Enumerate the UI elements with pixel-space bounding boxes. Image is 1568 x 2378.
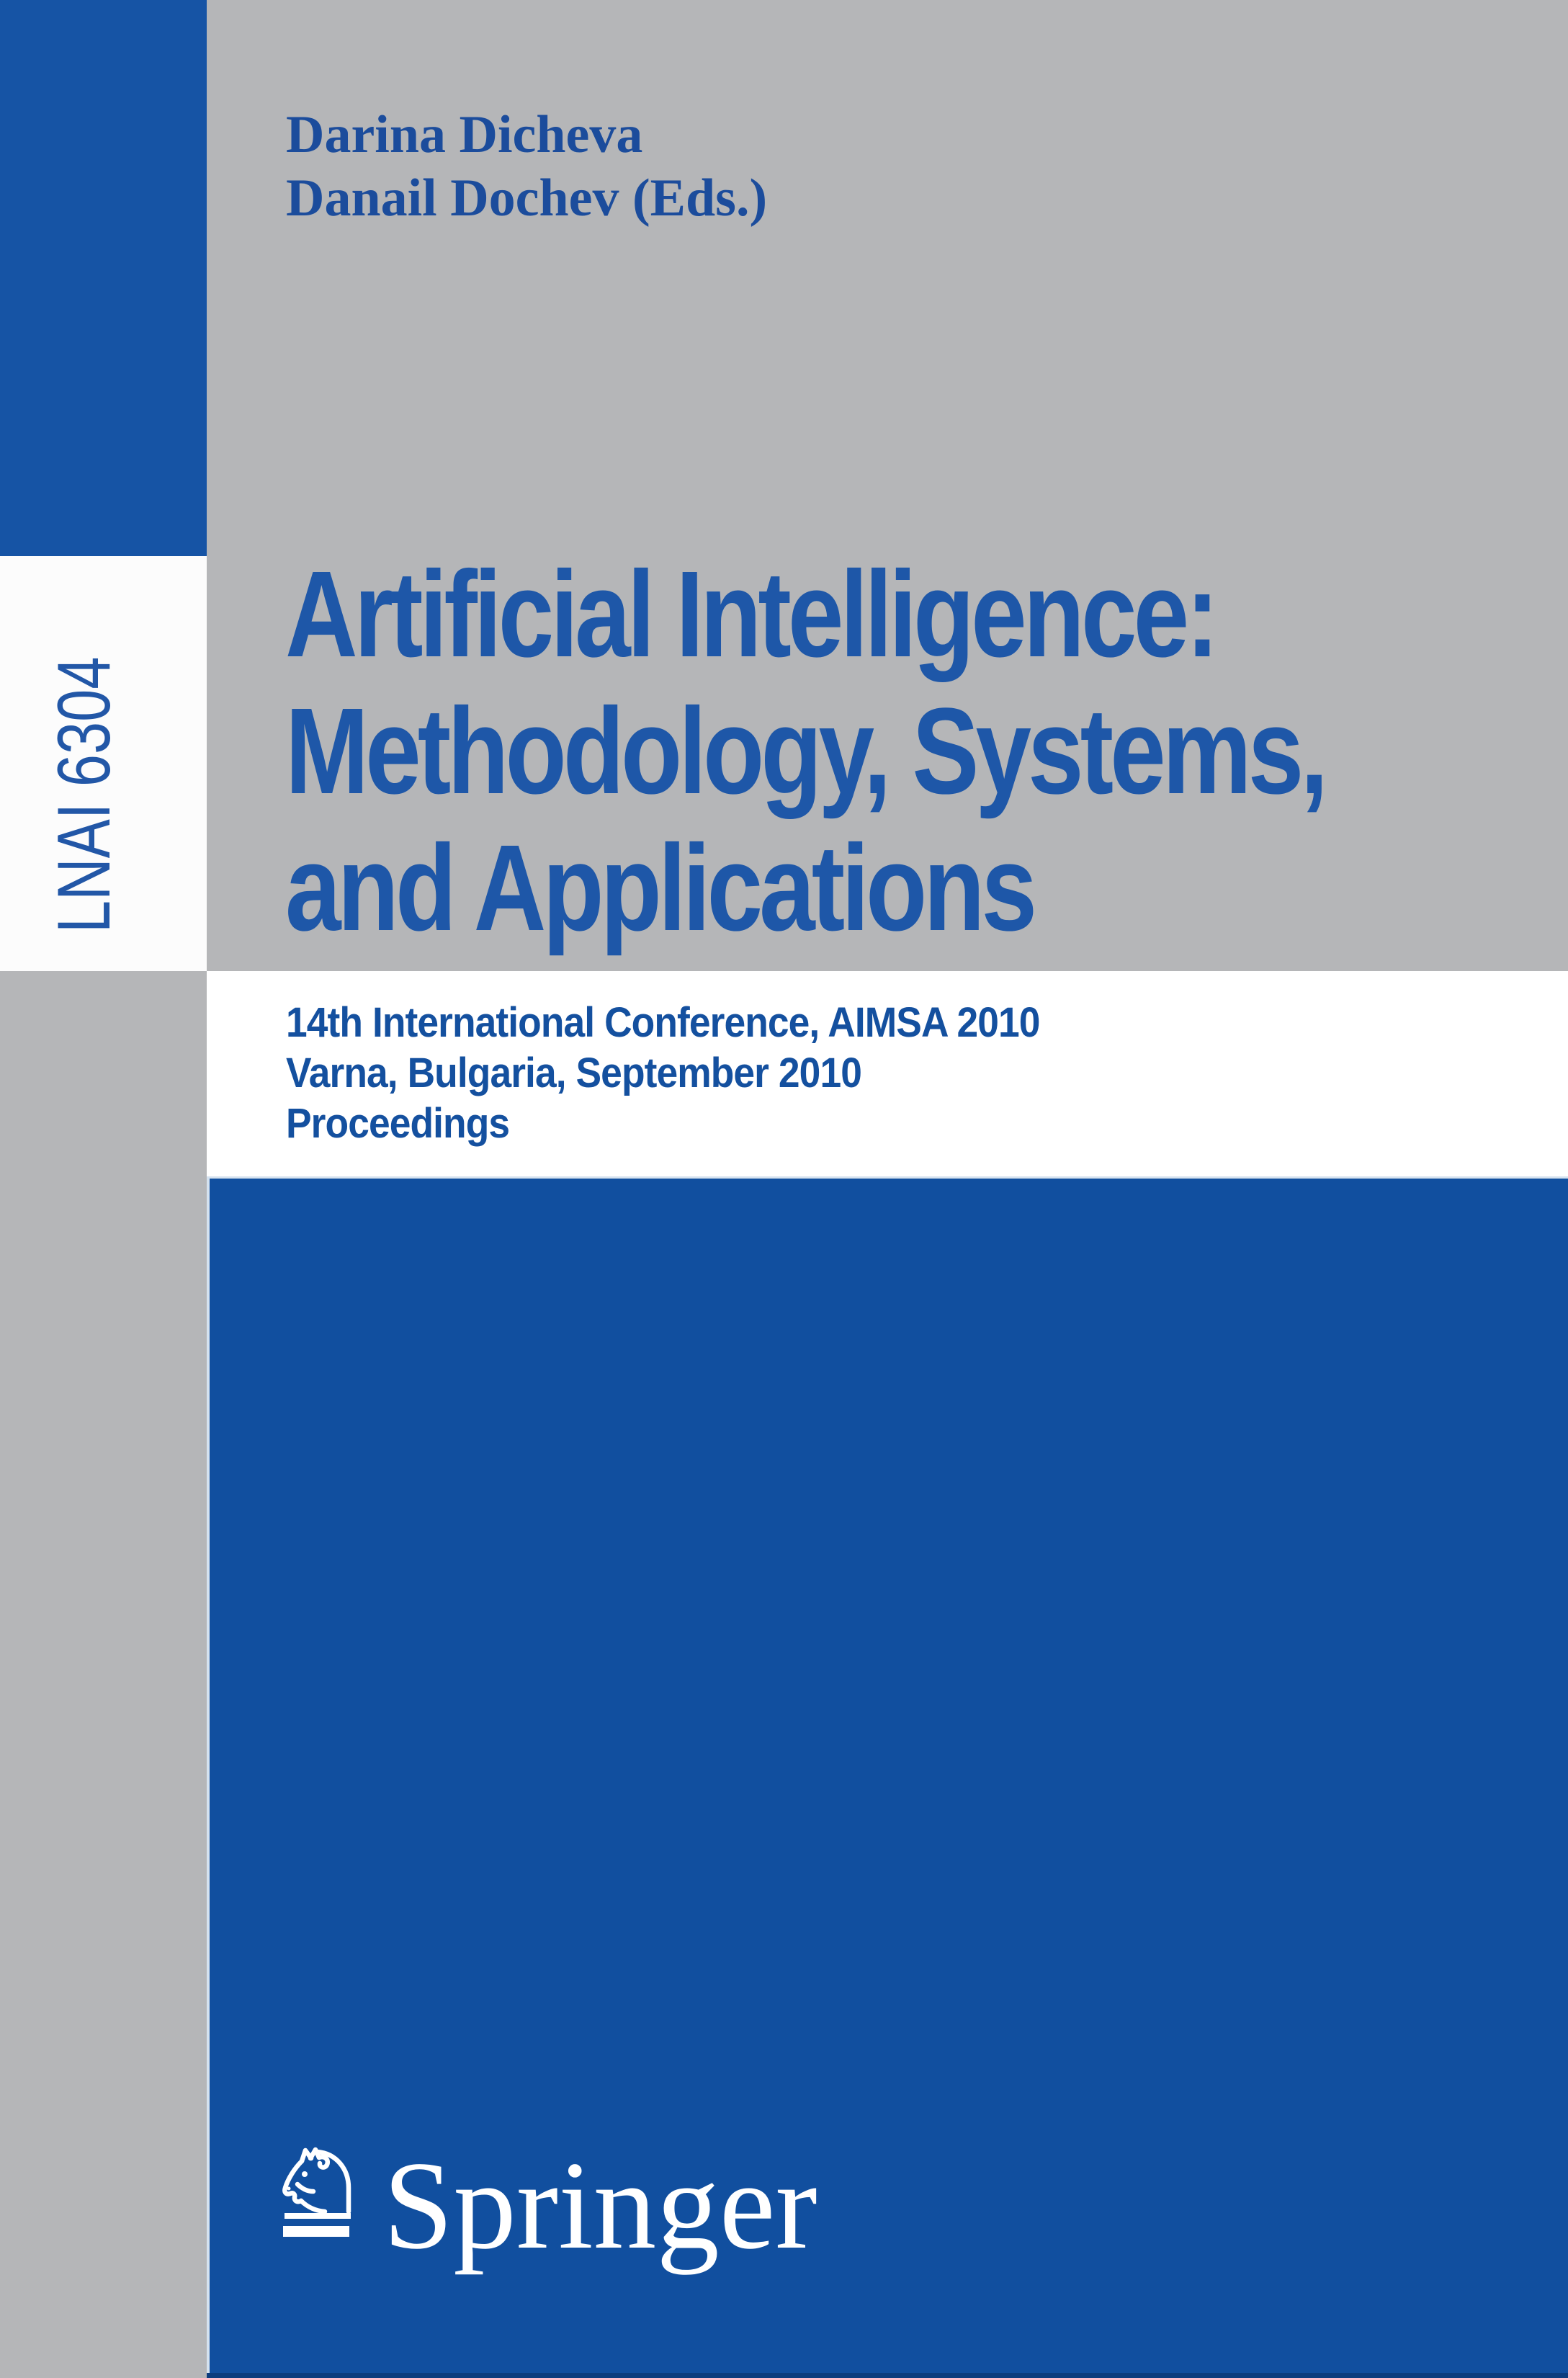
editor-line: Danail Dochev (Eds.) [286, 169, 768, 228]
series-label: LNAI 6304 [42, 656, 126, 933]
subtitle-line: 14th International Conference, AIMSA 2010 [286, 999, 1040, 1046]
springer-horse-icon [276, 2147, 358, 2239]
bottom-accent-strip [207, 2373, 1568, 2378]
subtitle-block [286, 998, 1040, 1149]
editors-block [286, 103, 767, 230]
title-line: and Applications [285, 820, 1034, 957]
subtitle-line: Varna, Bulgaria, September 2010 [286, 1050, 861, 1096]
book-title [285, 546, 1325, 957]
editor-line: Darina Dicheva [286, 105, 643, 164]
spine-top-blue-block [0, 0, 207, 556]
spine-bottom-gray-block [0, 971, 207, 2378]
title-line: Artificial Intelligence: [285, 546, 1216, 683]
title-line: Methodology, Systems, [285, 683, 1325, 820]
subtitle-line: Proceedings [286, 1100, 510, 1147]
publisher-wordmark: Springer [383, 2135, 817, 2275]
